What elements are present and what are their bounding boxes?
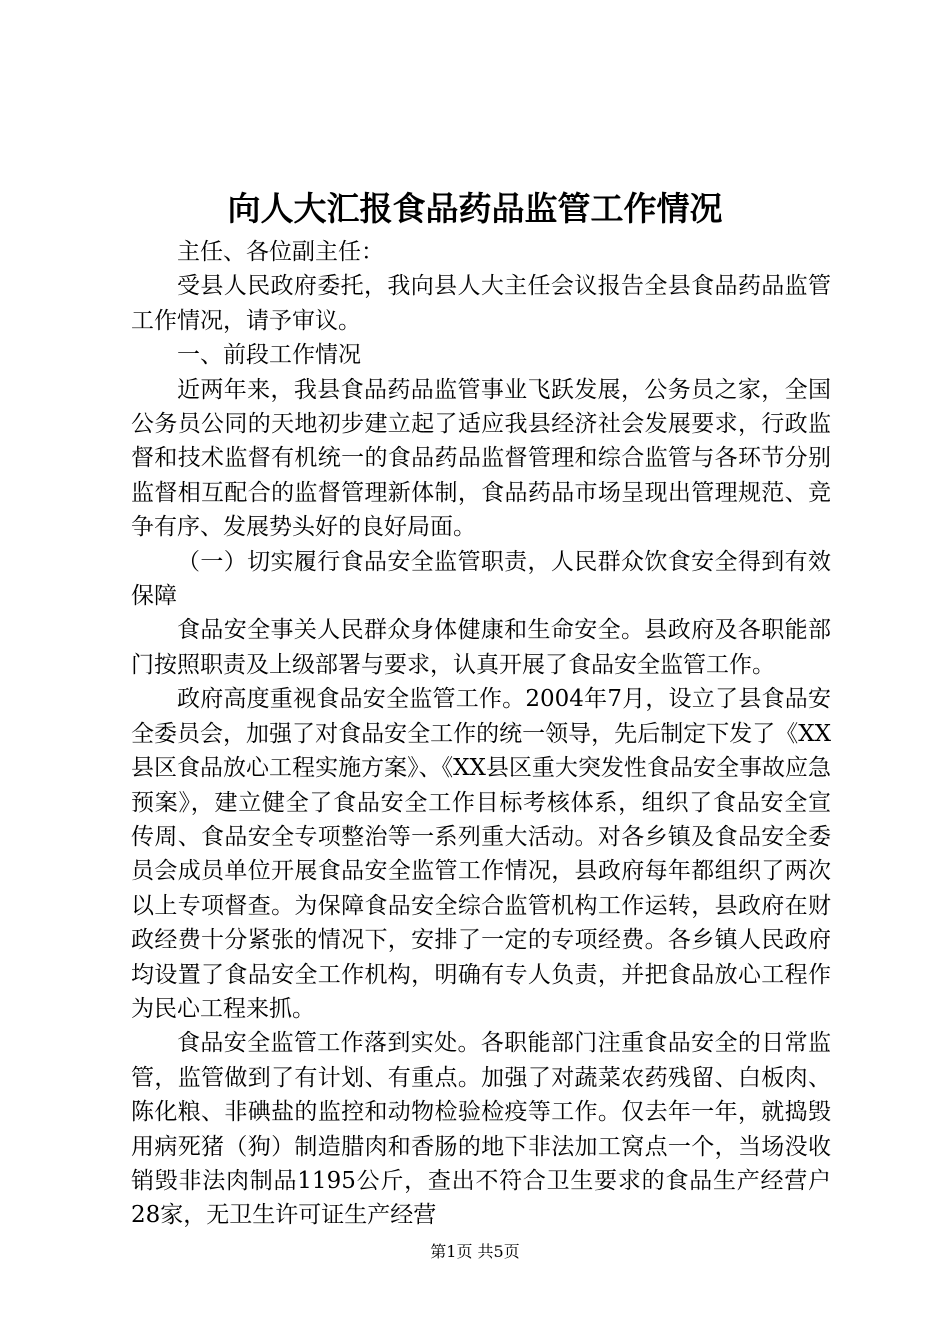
- paragraph: 食品安全事关人民群众身体健康和生命安全。县政府及各职能部门按照职责及上级部署与要求，认真开展了食品安全监管工作。: [131, 617, 831, 678]
- paragraph: 受县人民政府委托，我向县人大主任会议报告全县食品药品监管工作情况，请予审议。: [131, 273, 831, 334]
- paragraph: 近两年来，我县食品药品监管事业飞跃发展，公务员之家，全国公务员公同的天地初步建立起了适应我县经济社会发展要求，行政监督和技术监督有机统一的食品药品监督管理和综合监管与各环节分别监督相互配合的监督管理新体制，食品药品市场呈现出管理规范、竞争有序、发展势头好的良好局面。: [131, 376, 831, 541]
- paragraph: 政府高度重视食品安全监管工作。2004年7月，设立了县食品安全委员会，加强了对食品安全工作的统一领导，先后制定下发了《XX县区食品放心工程实施方案》、《XX县区重大突发性食品安全事故应急预案》，建立健全了食品安全工作目标考核体系，组织了食品安全宣传周、食品安全专项整治等一系列重大活动。对各乡镇及食品安全委员会成员单位开展食品安全监管工作情况，县政府每年都组织了两次以上专项督查。为保障食品安全综合监管机构工作运转，县政府在财政经费十分紧张的情况下，安排了一定的专项经费。各乡镇人民政府均设置了食品安全工作机构，明确有专人负责，并把食品放心工程作为民心工程来抓。: [131, 686, 831, 1022]
- subsection-heading: （一）切实履行食品安全监管职责，人民群众饮食安全得到有效保障: [131, 548, 831, 610]
- document-title: 向人大汇报食品药品监管工作情况: [227, 189, 723, 228]
- paragraph: 食品安全监管工作落到实处。各职能部门注重食品安全的日常监管，监管做到了有计划、有重点。加强了对蔬菜农药残留、白板肉、陈化粮、非碘盐的监控和动物检验检疫等工作。仅去年一年，就捣毁用病死猪（狗）制造腊肉和香肠的地下非法加工窝点一个，当场没收销毁非法肉制品1195公斤，查出不符合卫生要求的食品生产经营户28家，无卫生许可证生产经营: [131, 1030, 831, 1229]
- document-body: [131, 235, 831, 1233]
- section-heading: 一、前段工作情况: [177, 342, 361, 369]
- salutation: 主任、各位副主任：: [177, 239, 384, 265]
- page-footer: 第1页 共5页: [430, 1242, 520, 1261]
